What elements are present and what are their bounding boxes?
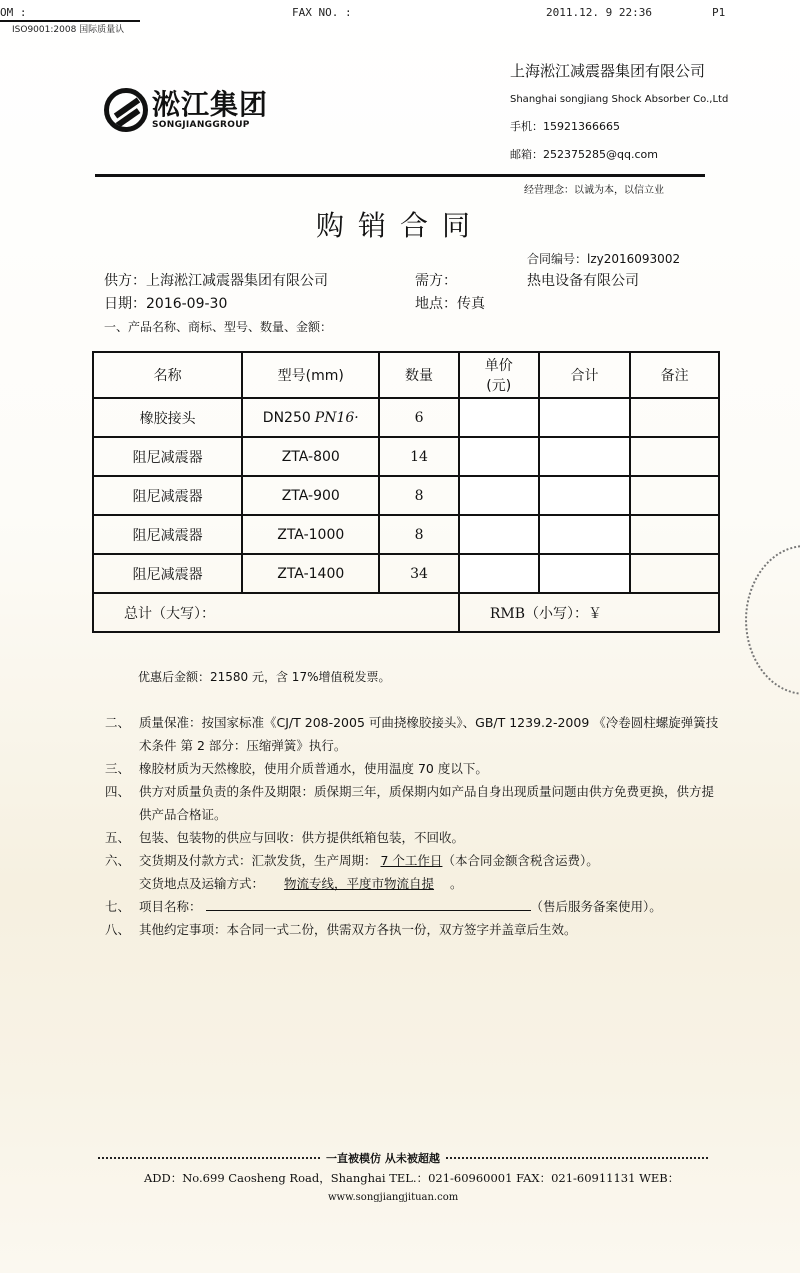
cell-unit-price [459, 515, 539, 554]
cell-total [539, 398, 631, 437]
cell-unit-price [459, 398, 539, 437]
fax-from-label: OM : [0, 6, 27, 19]
term-6: 六、 交货期及付款方式：汇款发货，生产周期： 7 个工作日（本合同金额含税含运费）。 交货地点及运输方式： 物流专线，平度市物流自提 。 [105, 853, 599, 891]
fax-page-number: P1 [712, 6, 726, 19]
cell-name: 阻尼减震器 [93, 476, 242, 515]
project-name-blank [206, 897, 531, 911]
section1-title: 一、产品名称、商标、型号、数量、金额： [104, 320, 333, 334]
cell-name: 阻尼减震器 [93, 515, 242, 554]
cell-remark [630, 398, 719, 437]
table-row [93, 554, 719, 593]
buyer-label: 需方： [415, 273, 457, 289]
header-divider [95, 174, 705, 177]
cell-total [539, 554, 631, 593]
cell-unit-price [459, 476, 539, 515]
term-8: 八、 其他约定事项：本合同一式二份，供需双方各执一份，双方签字并盖章后生效。 [105, 922, 577, 937]
header-quantity: 数量 [379, 352, 459, 398]
company-name-cn: 上海淞江减震器集团有限公司 [510, 62, 706, 80]
cell-remark [630, 515, 719, 554]
cell-model: ZTA-1400 [242, 554, 379, 593]
company-phone: 手机：15921366665 [510, 120, 620, 133]
header-unit-price: 单价 (元) [459, 352, 539, 398]
cell-model: ZTA-900 [242, 476, 379, 515]
fax-number-label: FAX NO. : [292, 6, 352, 19]
cell-remark [630, 437, 719, 476]
cell-unit-price [459, 554, 539, 593]
company-email: 邮箱：252375285@qq.com [510, 148, 658, 161]
company-name-en: Shanghai songjiang Shock Absorber Co.,Ltd [510, 94, 729, 105]
discounted-amount: 优惠后金额：21580 元，含 17%增值税发票。 [138, 670, 391, 684]
logo-emblem-icon [104, 88, 148, 132]
cell-name: 橡胶接头 [93, 398, 242, 437]
cell-model: ZTA-1000 [242, 515, 379, 554]
header-name: 名称 [93, 352, 242, 398]
table-total-row [93, 593, 719, 632]
term-5: 五、 包装、包装物的供应与回收：供方提供纸箱包装，不回收。 [105, 830, 465, 845]
header-model: 型号(mm) [242, 352, 379, 398]
cell-total [539, 476, 631, 515]
cell-quantity: 34 [379, 554, 459, 593]
term-7: 七、 项目名称： （售后服务备案使用）。 [105, 899, 662, 914]
term-4: 四、 供方对质量负责的条件及期限：质保期三年，质保期内如产品自身出现质量问题由供方免费更换，供方提供产品合格证。 [105, 784, 715, 822]
table-row [93, 476, 719, 515]
cell-remark [630, 476, 719, 515]
table-row [93, 398, 719, 437]
iso-certification: ISO9001:2008 国际质量认 [12, 25, 125, 35]
cell-model: DN250 PN16· [242, 398, 379, 437]
table-row [93, 515, 719, 554]
logo-english-name: SONGJIANGGROUP [152, 120, 250, 130]
total-rmb-label: RMB（小写）：￥ [459, 593, 719, 632]
production-cycle: 7 个工作日 [380, 853, 443, 868]
cell-model: ZTA-800 [242, 437, 379, 476]
contract-date: 日期：2016-09-30 [104, 296, 228, 312]
cell-name: 阻尼减震器 [93, 437, 242, 476]
company-seal-stamp [745, 545, 800, 695]
table-header-row [93, 352, 719, 398]
total-uppercase-label: 总计（大写）： [93, 593, 459, 632]
company-motto: 经营理念：以诚为本，以信立业 [524, 185, 664, 196]
footer-address: ADD：No.699 Caosheng Road，Shanghai TEL.：021-60960001 FAX：021-60911131 WEB： [144, 1171, 680, 1185]
cell-remark [630, 554, 719, 593]
contract-terms [105, 711, 725, 941]
fax-datetime: 2011.12. 9 22:36 [546, 6, 652, 19]
cell-unit-price [459, 437, 539, 476]
logo-chinese-name: 淞江集团 [152, 88, 269, 121]
cell-quantity: 8 [379, 476, 459, 515]
footer-slogan: 一直被模仿 从未被超越 [322, 1150, 444, 1166]
cell-name: 阻尼减震器 [93, 554, 242, 593]
cell-quantity: 8 [379, 515, 459, 554]
header-remark: 备注 [630, 352, 719, 398]
term-3: 三、 橡胶材质为天然橡胶，使用介质普通水，使用温度 70 度以下。 [105, 761, 488, 776]
table-row [93, 437, 719, 476]
contract-location: 地点：传真 [415, 296, 485, 312]
delivery-method: 物流专线，平度市物流自提 [284, 876, 435, 891]
contract-number: 合同编号：lzy2016093002 [527, 252, 681, 266]
company-logo [104, 88, 268, 132]
handwritten-note: PN16· [314, 409, 359, 426]
document-title: 购销合同 [315, 209, 484, 242]
cell-quantity: 14 [379, 437, 459, 476]
buyer-name: 热电设备有限公司 [527, 273, 639, 289]
cell-quantity: 6 [379, 398, 459, 437]
cell-total [539, 515, 631, 554]
term-2: 二、 质量保准：按国家标准《CJ/T 208-2005 可曲挠橡胶接头》、GB/T 1239.2-2009 《冷卷圆柱螺旋弹簧技术条件 第 2 部分：压缩弹簧》执行。 [105, 715, 719, 753]
header-total: 合计 [539, 352, 631, 398]
supplier: 供方：上海淞江减震器集团有限公司 [104, 273, 328, 289]
footer-website: www.songjiangjituan.com [328, 1192, 459, 1203]
cell-total [539, 437, 631, 476]
items-table [92, 351, 720, 633]
